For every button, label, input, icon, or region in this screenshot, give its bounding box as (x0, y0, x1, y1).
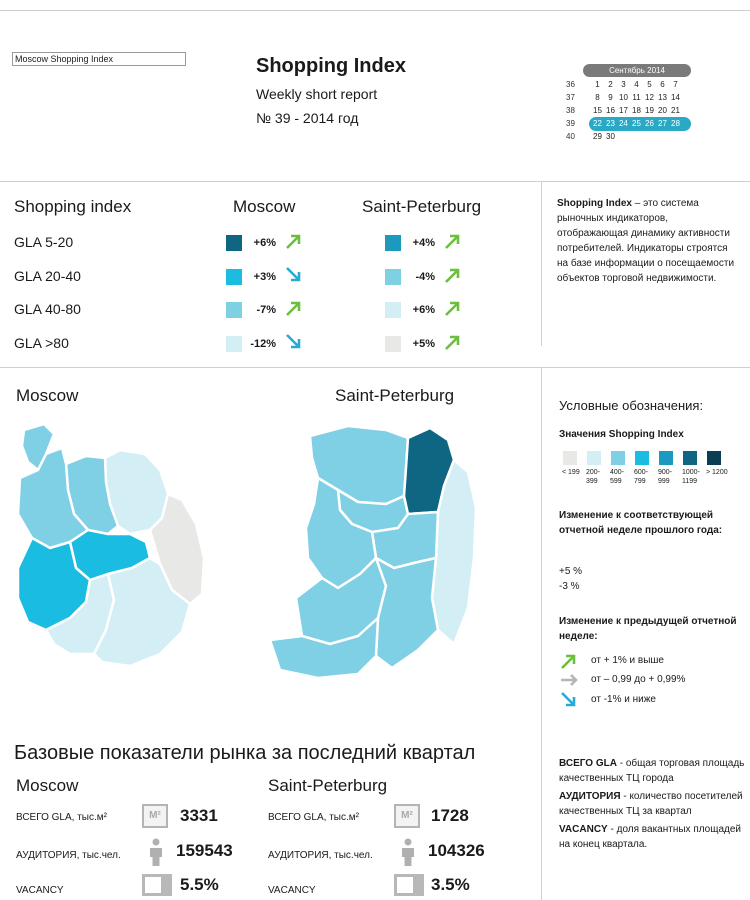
area-m2-icon: M² (394, 804, 420, 828)
calendar-day: 24 (619, 119, 628, 128)
spb-vacancy-value: 3.5% (431, 875, 470, 894)
definition-term: ВСЕГО GLA (559, 758, 617, 769)
calendar-day: 8 (595, 93, 600, 102)
spb-index-value: +6% (412, 304, 435, 316)
arrow-up-icon (284, 231, 304, 251)
moscow-vacancy-label: VACANCY (16, 885, 64, 896)
definition-term: АУДИТОРИЯ (559, 791, 621, 802)
calendar-day: 10 (619, 93, 628, 102)
report-title: Shopping Index (256, 55, 406, 77)
spb-index-color (385, 336, 401, 352)
calendar-day: 11 (632, 93, 641, 102)
calendar-week-number: 39 (566, 119, 575, 128)
legend-swatch-label: > 1200 (706, 469, 728, 476)
calendar-week-number: 38 (566, 106, 575, 115)
moscow-index-value: -7% (256, 304, 276, 316)
legend-swatch-label: 600- 799 (634, 469, 649, 485)
calendar-day: 4 (634, 80, 639, 89)
legend-wow-up-label: от + 1% и выше (591, 655, 664, 666)
calendar-day: 17 (619, 106, 628, 115)
index-title: Shopping index (14, 197, 132, 216)
calendar-day: 1 (595, 80, 600, 89)
spb-audience-value: 104326 (428, 841, 485, 860)
definition-text: - количество посетителей качественных ТЦ за квартал (559, 791, 743, 817)
legend-swatch-label: < 199 (562, 469, 580, 476)
legend-yoy-up: +5 % (559, 566, 583, 577)
moscow-index-color (226, 269, 242, 285)
moscow-audience-label: АУДИТОРИЯ, тыс.чел. (16, 850, 121, 861)
definition-text: - доля вакантных площадей на конец квартала. (559, 824, 742, 850)
calendar-day: 28 (671, 119, 680, 128)
legend-values-title: Значения Shopping Index (559, 429, 684, 440)
spb-map-title: Saint-Peterburg (335, 386, 455, 405)
legend-swatch (659, 451, 673, 465)
person-icon (401, 838, 415, 866)
definition-gla (559, 756, 745, 786)
definition-term: VACANCY (559, 824, 608, 835)
moscow-index-value: +3% (253, 270, 276, 283)
moscow-index-color (226, 302, 242, 318)
legend-swatch (611, 451, 625, 465)
legend-swatch (635, 451, 649, 465)
index-row-label: GLA 5-20 (14, 234, 74, 250)
spb-gla-label: ВСЕГО GLA, тыс.м² (268, 812, 359, 823)
calendar-day: 3 (621, 80, 626, 89)
calendar-day: 5 (647, 80, 652, 89)
calendar-week-number: 40 (566, 132, 575, 141)
calendar-day: 13 (658, 93, 667, 102)
arrow-up-icon (284, 298, 304, 318)
moscow-map-title: Moscow (16, 386, 79, 405)
vacancy-icon (394, 874, 424, 896)
arrow-up-icon (443, 231, 463, 251)
calendar-day: 19 (645, 106, 654, 115)
calendar-week-number: 37 (566, 93, 575, 102)
moscow-map (10, 418, 210, 668)
calendar-day: 21 (671, 106, 680, 115)
moscow-audience-value: 159543 (176, 841, 233, 860)
legend-wow-flat-label: от – 0,99 до + 0,99% (591, 674, 686, 685)
moscow-gla-label: ВСЕГО GLA, тыс.м² (16, 812, 107, 823)
definition-audience (559, 789, 745, 819)
calendar-day: 20 (658, 106, 667, 115)
vacancy-icon (142, 874, 172, 896)
moscow-vacancy-value: 5.5% (180, 875, 219, 894)
description-bold: Shopping Index (557, 198, 632, 209)
spb-column-header: Saint-Peterburg (362, 197, 482, 216)
arrow-down-icon (559, 690, 579, 710)
vertical-divider-2 (541, 367, 542, 900)
moscow-index-color (226, 336, 242, 352)
moscow-gla-value: 3331 (180, 806, 218, 825)
base-indicators-title: Базовые показатели рынка за последний квартал (14, 742, 476, 764)
calendar-day: 7 (673, 80, 678, 89)
description-text: – это система рыночных индикаторов, отображающая динамику активности потребителей. Индикаторы строятся на базе информации о посещаемости объектов торговой недвижимости. (557, 198, 735, 284)
definitions (559, 756, 745, 855)
top-divider (0, 10, 750, 11)
calendar-day: 30 (606, 132, 615, 141)
section-divider-2 (0, 367, 750, 368)
spb-index-value: -4% (415, 270, 435, 283)
legend-title: Условные обозначения: (559, 398, 704, 413)
arrow-down-icon (284, 332, 304, 352)
calendar-day: 2 (608, 80, 613, 89)
legend-swatch-label: 200- 399 (586, 469, 601, 485)
legend-swatch (587, 451, 601, 465)
spb-index-color (385, 235, 401, 251)
calendar-day: 23 (606, 119, 615, 128)
calendar-week-number: 36 (566, 80, 575, 89)
calendar-month: Сентябрь 2014 (583, 64, 691, 77)
legend-swatch-label: 900- 999 (658, 469, 673, 485)
spb-gla-value: 1728 (431, 806, 469, 825)
calendar-day: 12 (645, 93, 654, 102)
base-moscow-title: Moscow (16, 776, 79, 795)
arrow-up-icon (443, 265, 463, 285)
calendar-day: 29 (593, 132, 602, 141)
spb-index-value: +5% (412, 337, 435, 350)
calendar-day: 14 (671, 93, 680, 102)
report-issue: № 39 - 2014 год (256, 110, 359, 126)
index-row-label: GLA 20-40 (14, 267, 81, 284)
legend-yoy-title: Изменение к соответствующей отчетной неделе прошлого года: (559, 510, 723, 536)
legend-swatch (707, 451, 721, 465)
index-row-label: GLA 40-80 (14, 301, 81, 317)
definition-vacancy (559, 822, 745, 852)
spb-audience-label: АУДИТОРИЯ, тыс.чел. (268, 850, 373, 861)
moscow-column-header: Moscow (233, 197, 296, 216)
calendar-day: 22 (593, 119, 602, 128)
legend-swatch-label: 400- 599 (610, 469, 625, 485)
calendar-day: 6 (660, 80, 665, 89)
spb-vacancy-label: VACANCY (268, 885, 316, 896)
arrow-right-icon (559, 670, 579, 690)
legend-swatch (563, 451, 577, 465)
spb-index-value: +4% (412, 237, 435, 249)
spb-district-south (376, 558, 438, 668)
section-divider-1 (0, 181, 750, 182)
calendar-day: 16 (606, 106, 615, 115)
calendar (564, 64, 694, 144)
calendar-day: 18 (632, 106, 641, 115)
arrow-up-icon (443, 298, 463, 318)
spb-index-color (385, 269, 401, 285)
calendar-day: 9 (608, 93, 613, 102)
calendar-day: 26 (645, 119, 654, 128)
moscow-index-color (226, 235, 242, 251)
legend-wow-down-label: от -1% и ниже (591, 694, 656, 705)
arrow-up-icon (443, 332, 463, 352)
arrow-down-icon (284, 265, 304, 285)
spb-map (268, 418, 488, 680)
report-subtitle: Weekly short report (256, 86, 378, 102)
calendar-day: 15 (593, 106, 602, 115)
calendar-day: 25 (632, 119, 641, 128)
moscow-index-value: -12% (250, 337, 276, 350)
person-icon (149, 838, 163, 866)
legend-swatch-label: 1000- 1199 (682, 469, 700, 485)
moscow-index-value: +6% (253, 237, 276, 249)
index-description (557, 196, 737, 286)
definition-text: - общая торговая площадь качественных ТЦ города (559, 758, 745, 784)
area-m2-icon: M² (142, 804, 168, 828)
legend-swatch (683, 451, 697, 465)
legend-yoy-down: -3 % (559, 581, 580, 592)
base-spb-title: Saint-Peterburg (268, 776, 388, 795)
vertical-divider-1 (541, 181, 542, 346)
legend-wow-title: Изменение к предыдущей отчетной неделе: (559, 616, 737, 642)
report-tag: Moscow Shopping Index (12, 52, 186, 66)
calendar-day: 27 (658, 119, 667, 128)
index-row-label: GLA >80 (14, 334, 69, 351)
arrow-up-icon (559, 651, 579, 671)
spb-index-color (385, 302, 401, 318)
